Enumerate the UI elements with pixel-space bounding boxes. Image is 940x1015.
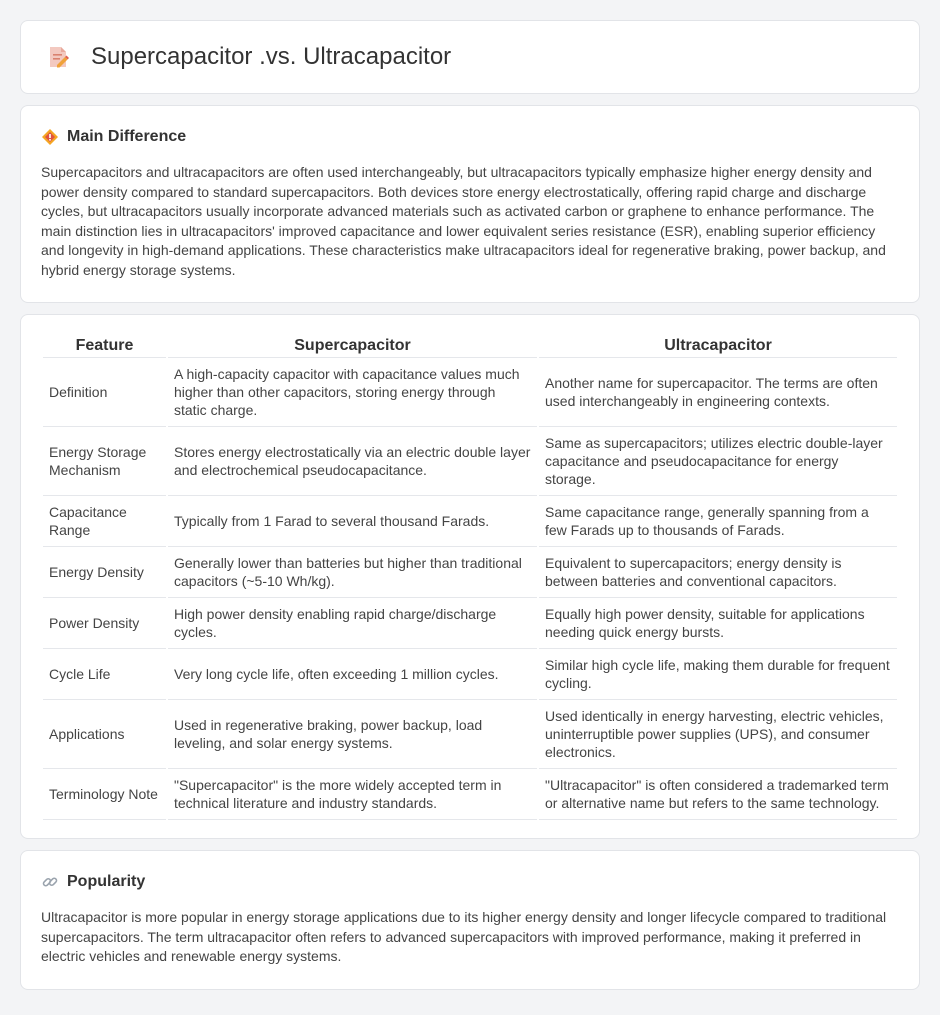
page-header	[20, 20, 920, 94]
column-header: Feature	[43, 333, 166, 358]
table-row	[43, 700, 897, 769]
supercapacitor-cell: Very long cycle life, often exceeding 1 million cycles.	[168, 649, 537, 700]
feature-cell: Power Density	[43, 598, 166, 649]
table-header-row	[43, 333, 897, 358]
feature-cell: Definition	[43, 358, 166, 427]
ultracapacitor-cell: Equivalent to supercapacitors; energy density is between batteries and conventional capacitors.	[539, 547, 897, 598]
section-title: Main Difference	[67, 128, 187, 145]
supercapacitor-cell: Stores energy electrostatically via an electric double layer and electrochemical pseudocapacitance.	[168, 427, 537, 496]
supercapacitor-cell: Generally lower than batteries but higher than traditional capacitors (~5-10 Wh/kg).	[168, 547, 537, 598]
supercapacitor-cell: High power density enabling rapid charge/discharge cycles.	[168, 598, 537, 649]
column-header: Supercapacitor	[168, 333, 537, 358]
table-row	[43, 427, 897, 496]
document-edit-icon	[45, 44, 71, 70]
ultracapacitor-cell: "Ultracapacitor" is often considered a trademarked term or alternative name but refers to the same technology.	[539, 769, 897, 820]
ultracapacitor-cell: Similar high cycle life, making them durable for frequent cycling.	[539, 649, 897, 700]
table-row	[43, 358, 897, 427]
warning-diamond-icon	[41, 128, 59, 146]
ultracapacitor-cell: Used identically in energy harvesting, electric vehicles, uninterruptible power supplies (UPS), and consumer electronics.	[539, 700, 897, 769]
feature-cell: Cycle Life	[43, 649, 166, 700]
feature-cell: Applications	[43, 700, 166, 769]
table-row	[43, 547, 897, 598]
table-row	[43, 598, 897, 649]
comparison-table-card	[20, 314, 920, 839]
ultracapacitor-cell: Another name for supercapacitor. The terms are often used interchangeably in engineering contexts.	[539, 358, 897, 427]
feature-cell: Capacitance Range	[43, 496, 166, 547]
section-title: Popularity	[67, 873, 146, 890]
feature-cell: Terminology Note	[43, 769, 166, 820]
feature-cell: Energy Density	[43, 547, 166, 598]
main-difference-text: Supercapacitors and ultracapacitors are often used interchangeably, but ultracapacitors typically emphasize higher energy density and power density compared to standard supercapacitors. Both devices store energy electrostatically, offering rapid charge and discharge cycles, but ultracapacitors usually incorporate advanced materials such as activated carbon or graphene to enhance performance. The main distinction lies in ultracapacitors' improved capacitance and lower equivalent series resistance (ESR), enabling superior efficiency and longevity in high-demand applications. These characteristics make ultracapacitors ideal for regenerative braking, power backup, and hybrid energy storage systems.	[41, 164, 886, 278]
page-title: Supercapacitor .vs. Ultracapacitor	[91, 43, 452, 70]
ultracapacitor-cell: Equally high power density, suitable for applications needing quick energy bursts.	[539, 598, 897, 649]
popularity-section	[20, 850, 920, 990]
link-icon	[41, 873, 59, 891]
ultracapacitor-cell: Same capacitance range, generally spanning from a few Farads up to thousands of Farads.	[539, 496, 897, 547]
supercapacitor-cell: Typically from 1 Farad to several thousand Farads.	[168, 496, 537, 547]
main-difference-section	[20, 105, 920, 303]
column-header: Ultracapacitor	[539, 333, 897, 358]
feature-cell: Energy Storage Mechanism	[43, 427, 166, 496]
table-row	[43, 496, 897, 547]
ultracapacitor-cell: Same as supercapacitors; utilizes electric double-layer capacitance and pseudocapacitance for energy storage.	[539, 427, 897, 496]
comparison-table	[41, 333, 899, 820]
supercapacitor-cell: "Supercapacitor" is the more widely accepted term in technical literature and industry standards.	[168, 769, 537, 820]
popularity-text: Ultracapacitor is more popular in energy storage applications due to its higher energy density and longer lifecycle compared to traditional supercapacitors. The term ultracapacitor often refers to advanced supercapacitors with improved performance, making it preferred in electric vehicles and renewable energy systems.	[41, 909, 887, 964]
table-row	[43, 649, 897, 700]
table-row	[43, 769, 897, 820]
supercapacitor-cell: A high-capacity capacitor with capacitance values much higher than other capacitors, storing energy through static charge.	[168, 358, 537, 427]
supercapacitor-cell: Used in regenerative braking, power backup, load leveling, and solar energy systems.	[168, 700, 537, 769]
